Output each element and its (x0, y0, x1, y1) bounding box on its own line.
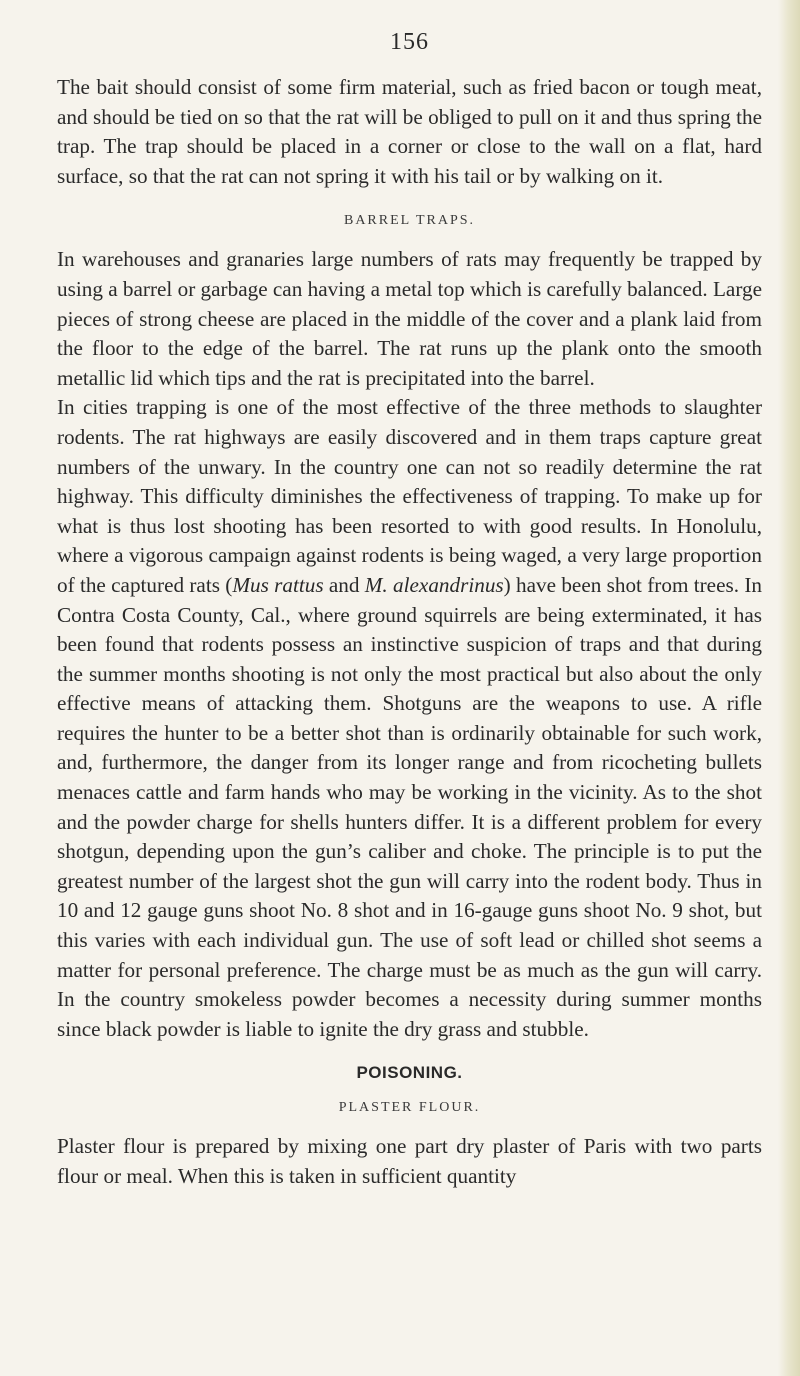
page-content (57, 28, 762, 1192)
heading-plaster-flour: PLASTER FLOUR. (338, 1100, 481, 1116)
heading-barrel-traps: BARREL TRAPS. (343, 213, 476, 229)
page-number: 156 (390, 29, 429, 55)
paragraph-shooting (57, 393, 762, 1044)
species-m-alexandrinus: M. alexandrinus (364, 572, 504, 597)
paragraph-barrel-traps: In warehouses and granaries large numbers of rats may frequently be trapped by using a barrel or garbage can having a metal top which is carefully balanced. Large pieces of strong cheese are placed in the middle of the cover and a plank laid from the floor to the edge of the barrel. The rat runs up the plank onto the smooth metallic lid which tips and the rat is precipitated into the barrel. (57, 247, 762, 390)
paragraph-plaster-flour: Plaster flour is prepared by mixing one part dry plaster of Paris with two parts flour or meal. When this is taken in sufficient quantity (57, 1134, 762, 1188)
page-edge-shadow (778, 0, 800, 1376)
paragraph-shooting-part-a: In cities trapping is one of the most effective of the three methods to slaughter rodents. The rat highways are easily discovered and in them traps capture great numbers of the unwary. In the country one can not so readily determine the rat highway. This difficulty diminishes the effectiveness of trapping. To make up for what is thus lost shooting has been resorted to with good results. In Honolulu, where a vigorous campaign against rodents is being waged, a very large proportion of the captured rats ( (57, 395, 762, 597)
paragraph-bait: The bait should consist of some firm material, such as fried bacon or tough meat, and should be tied on so that the rat will be obliged to pull on it and thus spring the trap. The trap should be placed in a corner or close to the wall on a flat, hard surface, so that the rat can not spring it with his tail or by walking on it. (57, 75, 762, 188)
species-mus-rattus: Mus rattus (232, 572, 324, 597)
paragraph-shooting-and: and (323, 572, 365, 597)
heading-poisoning: POISONING. (356, 1063, 463, 1083)
paragraph-shooting-part-b: ) have been shot from trees. In Contra Costa County, Cal., where ground squirrels are being exterminated, it has been found that rodents possess an instinctive suspicion of traps and that during the summer months shooting is not only the most practical but also about the only effective means of attacking them. Shotguns are the weapons to use. A rifle requires the hunter to be a better shot than is ordinarily obtainable for such work, and, furthermore, the danger from its longer range and from ricocheting bullets menaces cattle and farm hands who may be working in the vicinity. As to the shot and the powder charge for shells hunters differ. It is a different problem for every shotgun, depending upon the gun’s caliber and choke. The principle is to put the greatest number of the largest shot the gun will carry into the rodent body. Thus in 10 and 12 gauge guns shoot No. 8 shot and in 16-gauge guns shoot No. 9 shot, but this varies with each individual gun. The use of soft lead or chilled shot seems a matter for personal preference. The charge must be as much as the gun will carry. In the country smokeless powder becomes a necessity during summer months since black powder is liable to ignite the dry grass and stubble. (57, 572, 762, 1041)
